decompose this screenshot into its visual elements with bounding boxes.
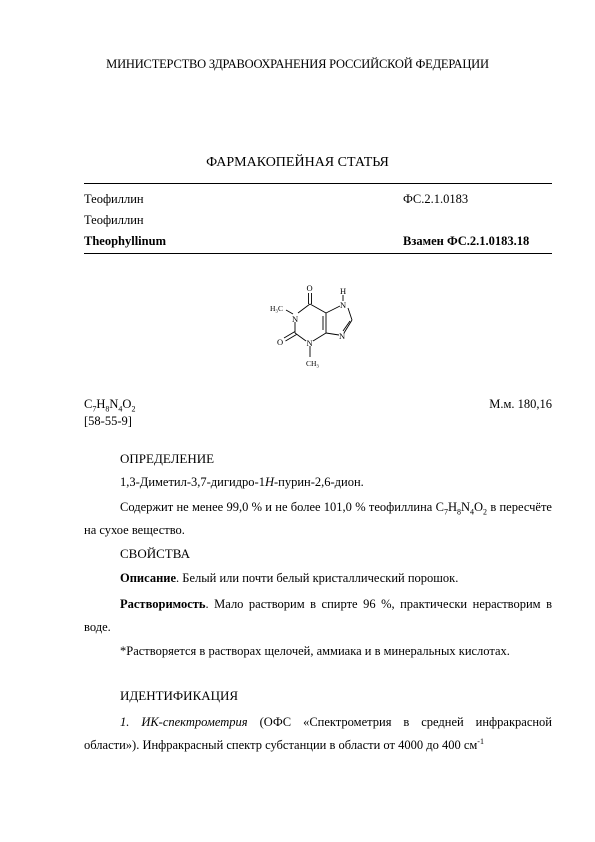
atom-n9: N bbox=[339, 331, 346, 341]
molecular-mass: М.м. 180,16 bbox=[489, 397, 552, 411]
chemical-name: 1,3-Диметил-3,7-дигидро-1H-пурин-2,6-дион. bbox=[120, 475, 364, 489]
atom-o-top: O bbox=[306, 283, 313, 293]
atom-h: H bbox=[340, 286, 347, 296]
content-paragraph: Содержит не менее 99,0 % и не более 101,0 % теофиллина $C_7H_8N_4O_2$ в пересчёте на сухое вещество. bbox=[84, 500, 552, 537]
name-russian-2: Теофиллин bbox=[84, 213, 144, 227]
ministry-heading: МИНИСТЕРСТВО ЗДРАВООХРАНЕНИЯ РОССИЙСКОЙ ФЕДЕРАЦИИ bbox=[106, 57, 489, 71]
section-properties: СВОЙСТВА bbox=[120, 546, 190, 561]
section-identification: ИДЕНТИФИКАЦИЯ bbox=[120, 688, 239, 703]
replaces-code: Взамен ФС.2.1.0183.18 bbox=[403, 234, 530, 248]
document-title: ФАРМАКОПЕЙНАЯ СТАТЬЯ bbox=[206, 155, 389, 170]
atom-o-left: O bbox=[277, 337, 284, 347]
molecular-formula: $C_7H_8N_4O_2$ bbox=[84, 397, 136, 414]
dissolves-paragraph: *Растворяется в растворах щелочей, аммиака и в минеральных кислотах. bbox=[120, 644, 510, 658]
methyl-top: H₃C bbox=[270, 304, 284, 313]
description-paragraph: Описание. Белый или почти белый кристаллический порошок. bbox=[120, 571, 459, 585]
ir-paragraph: 1. ИК-спектрометрия (ОФС «Спектрометрия в средней инфракрасной области»). Инфракрасный спектр субстанции в области от 4000 до 400 $см^{-1}$ bbox=[84, 715, 552, 752]
methyl-bottom: CH₃ bbox=[306, 359, 320, 368]
section-definition: ОПРЕДЕЛЕНИЕ bbox=[120, 451, 215, 466]
article-code: ФС.2.1.0183 bbox=[403, 192, 469, 206]
atom-n1: N bbox=[292, 314, 299, 324]
divider-bottom bbox=[84, 253, 552, 254]
structural-formula bbox=[255, 280, 385, 380]
name-russian: Теофиллин bbox=[84, 192, 144, 206]
solubility-paragraph: Растворимость. Мало растворим в спирте 96 %, практически нерастворим в воде. bbox=[84, 597, 552, 634]
cas-number: [58-55-9] bbox=[84, 414, 132, 428]
atom-n7: N bbox=[340, 300, 347, 310]
name-latin: Theophyllinum bbox=[84, 234, 166, 248]
atom-n3: N bbox=[306, 338, 313, 348]
divider-top bbox=[84, 183, 552, 184]
